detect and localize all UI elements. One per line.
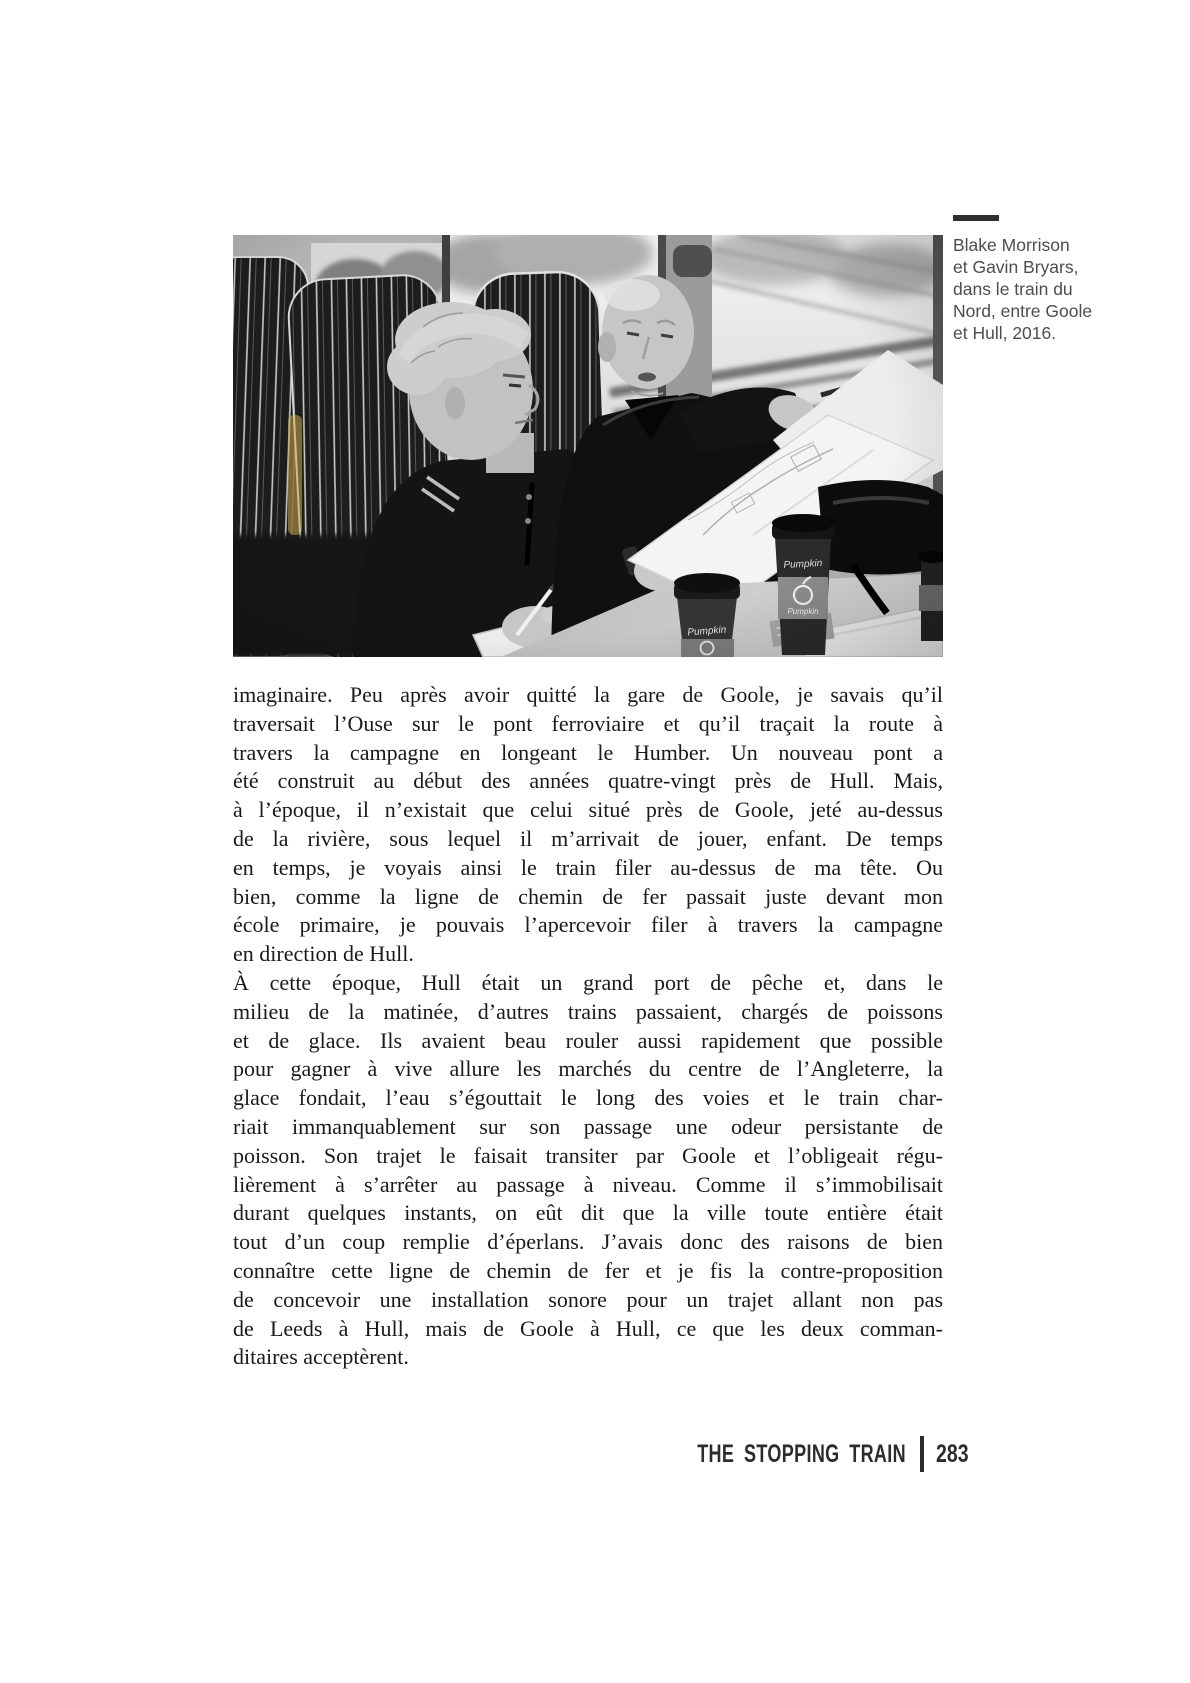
body-line: tout d’un coup remplie d’éperlans. J’avais donc des raisons de bien — [233, 1229, 943, 1255]
body-line: milieu de la matinée, d’autres trains passaient, chargés de poissons — [233, 998, 943, 1024]
body-line: lièrement à s’arrêter au passage à niveau. Comme il s’immobilisait — [233, 1171, 943, 1197]
body-line: riait immanquablement sur son passage une odeur persistante de — [233, 1113, 943, 1139]
body-line: de la rivière, sous lequel il m’arrivait de jouer, enfant. De temps — [233, 825, 943, 851]
paragraph — [233, 969, 943, 1372]
body-line: pour gagner à vive allure les marchés du centre de l’Angleterre, la — [233, 1056, 943, 1082]
caption-line: Nord, entre Goole — [953, 301, 1093, 321]
body-line: travers la campagne en longeant le Humber. Un nouveau pont a — [233, 739, 943, 765]
body-line: à l’époque, il n’existait que celui situé près de Goole, jeté au-dessus — [233, 797, 943, 823]
body-line: poisson. Son trajet le faisait transiter par Goole et l’obligeait régu- — [233, 1142, 943, 1168]
body-line: connaître cette ligne de chemin de fer et je fis la contre-proposition — [233, 1257, 943, 1283]
caption-line: et Hull, 2016. — [953, 323, 1057, 343]
caption-rule-bar — [953, 215, 999, 221]
page-footer — [233, 1436, 978, 1472]
body-line: imaginaire. Peu après avoir quitté la gare de Goole, je savais qu’il — [233, 682, 943, 707]
body-line: été construit au début des années quatre-vingt près de Hull. Mais, — [233, 768, 943, 794]
vignette-overlay — [233, 235, 943, 657]
caption-line: et Gavin Bryars, — [953, 257, 1079, 277]
body-line: école primaire, je pouvais l’apercevoir filer à travers la campagne — [233, 912, 943, 938]
caption-line: dans le train du — [953, 279, 1073, 299]
body-line: en direction de Hull. — [233, 941, 414, 967]
body-line: et de glace. Ils avaient beau rouler aussi rapidement que possible — [233, 1027, 943, 1053]
body-line: durant quelques instants, on eût dit que la ville toute entière était — [233, 1200, 943, 1226]
body-text — [233, 681, 943, 1372]
photo-caption — [953, 215, 1138, 344]
body-line: de Leeds à Hull, mais de Goole à Hull, ce que les deux comman- — [233, 1315, 943, 1341]
body-line: traversait l’Ouse sur le pont ferroviaire et qu’il traçait la route à — [233, 710, 943, 736]
footer-divider-bar — [920, 1436, 924, 1472]
train-photo — [233, 235, 943, 657]
page-number: 283 — [936, 1439, 969, 1468]
body-line: de concevoir une installation sonore pour un trajet allant non pas — [233, 1286, 943, 1312]
body-line: en temps, je voyais ainsi le train filer au-dessus de ma tête. Ou — [233, 854, 943, 880]
running-title: THE STOPPING TRAIN — [697, 1439, 907, 1468]
caption-line: Blake Morrison — [953, 235, 1070, 255]
body-line: À cette époque, Hull était un grand port de pêche et, dans le — [233, 969, 943, 995]
paragraph — [233, 681, 943, 969]
body-line: ditaires acceptèrent. — [233, 1344, 409, 1370]
body-line: glace fondait, l’eau s’égouttait le long des voies et le train char- — [233, 1085, 943, 1111]
train-photo-svg — [233, 235, 943, 657]
caption-lines — [953, 234, 1138, 344]
body-line: bien, comme la ligne de chemin de fer passait juste devant mon — [233, 883, 943, 909]
